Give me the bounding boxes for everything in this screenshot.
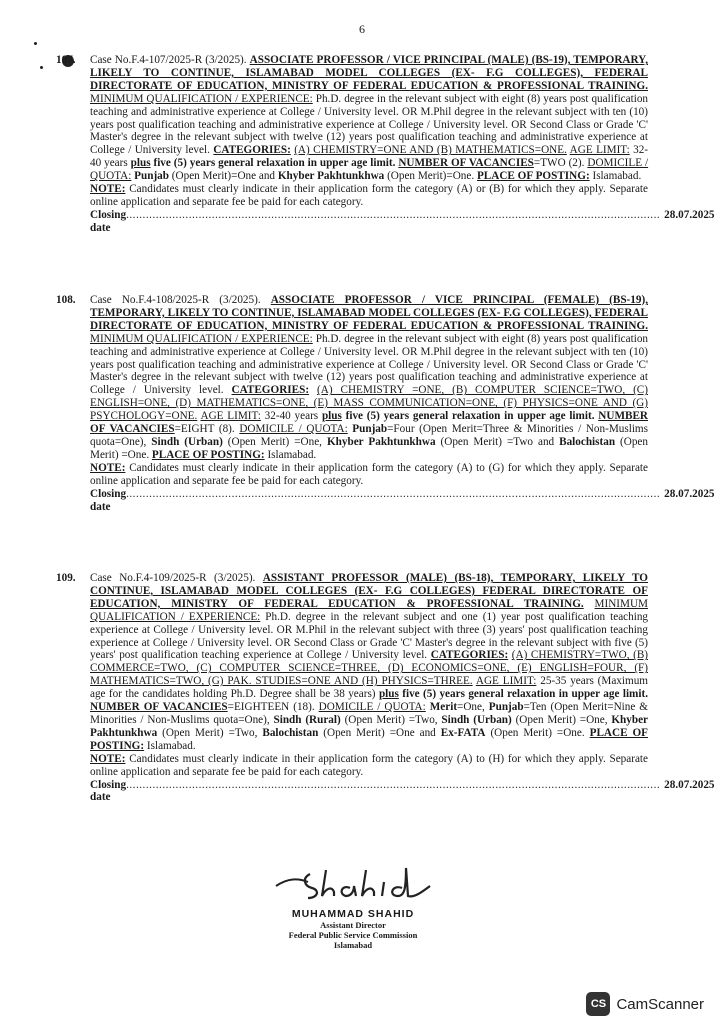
camscanner-logo-icon: CS <box>586 992 610 1016</box>
post-title: ASSISTANT PROFESSOR (MALE) (BS-18), TEMPORARY, LIKELY TO CONTINUE, ISLAMABAD MODEL COLLEGES (EX- F.G COLLEGES) FEDERAL DIRECTORATE OF EDUCATION, MINISTRY OF FEDERAL EDUCATION & PROFESSIONAL TRAINING. <box>90 572 648 610</box>
age-plus: plus <box>130 157 151 170</box>
scan-speck <box>34 42 37 45</box>
categories-text: (A) CHEMISTRY=TWO, (B) COMMERCE=TWO, (C) COMPUTER SCIENCE=THREE, (D) ECONOMICS=ONE, (E) ENGLISH=FOUR, (F) MATHEMATICS=TWO, (G) PAK. STUDIES=ONE AND (H) PHYSICS=THREE. <box>90 649 649 688</box>
scan-speck <box>40 66 43 69</box>
age-limit-label: AGE LIMIT: <box>200 410 261 423</box>
categories-text: (A) CHEMISTRY=ONE AND (B) MATHEMATICS=ONE. <box>294 144 567 157</box>
closing-label: Closing date <box>90 487 127 513</box>
domicile-detail: (Open Merit) =One, <box>511 713 612 726</box>
domicile-detail: (Open Merit)=One and <box>169 170 278 183</box>
closing-date-row <box>90 208 715 235</box>
categories-label: CATEGORIES: <box>430 649 509 662</box>
domicile-detail: =One, <box>457 701 489 714</box>
case-number: 109. <box>56 572 76 584</box>
vacancies-text: =EIGHTEEN (18). <box>227 701 315 714</box>
case-reference: Case No.F.4-107/2025-R (3/2025). <box>90 54 247 66</box>
signatory-organization: Federal Public Service Commission <box>288 930 418 940</box>
age-relaxation: five (5) years general relaxation in upper age limit. <box>153 157 396 170</box>
qualification-text: Ph.D. degree in the relevant subject with eight (8) years post qualification teaching and administrative experience at College / University level. OR M.Phil degree in the relevant subject with ten (10) years post qualification teaching and administrative experience at College / University level. OR Second Class or Grade 'C' Master's degree in the relevant subject with twelve (12) years post qualification teaching and administrative experience at College / University level. <box>90 332 649 397</box>
domicile-region: Sindh (Rural) <box>273 713 341 726</box>
domicile-detail: =Ten (Open Merit=Nine & Minorities / Non-Muslims quota=One), <box>90 701 648 726</box>
post-title: ASSOCIATE PROFESSOR / VICE PRINCIPAL (FEMALE) (BS-19), TEMPORARY, LIKELY TO CONTINUE, ISLAMABAD MODEL COLLEGES (EX- F.G COLLEGES), FEDERAL DIRECTORATE OF EDUCATION, MINISTRY OF FEDERAL EDUCATION & PROFESSIONAL TRAINING. <box>90 294 648 332</box>
note-label: NOTE: <box>90 461 126 474</box>
case-108 <box>56 294 715 513</box>
qualification-label: MINIMUM QUALIFICATION / EXPERIENCE: <box>90 597 648 623</box>
domicile-detail: (Open Merit)=One. <box>384 170 475 183</box>
domicile-label: DOMICILE / QUOTA: <box>90 157 649 183</box>
domicile-region: Khyber Pakhtunkhwa <box>277 170 385 183</box>
case-109 <box>56 572 715 804</box>
signatory-title: Assistant Director <box>320 920 386 930</box>
closing-label: Closing date <box>90 208 127 234</box>
qualification-label: MINIMUM QUALIFICATION / EXPERIENCE: <box>90 92 313 105</box>
domicile-detail: (Open Merit) =One and <box>318 726 441 739</box>
domicile-region: Sindh (Urban) <box>151 435 223 448</box>
domicile-region: Sindh (Urban) <box>441 713 512 726</box>
case-number: 108. <box>56 294 76 306</box>
qualification-text: Ph.D. degree in the relevant subject with eight (8) years post qualification teaching and administrative experience at College / University level. OR M.Phil degree in the relevant subject with ten (10) years post qualification teaching and administrative experience at College / University level. OR Second Class or Grade 'C' Master's degree in the relevant subject with twelve (12) years post qualification teaching and administrative experience at College / University level. <box>90 92 649 157</box>
categories-label: CATEGORIES: <box>231 384 310 397</box>
age-limit-text: 25-35 years (Maximum age for the candidates holding Ph.D. Degree shall be 38 years) <box>90 675 649 701</box>
domicile-region: Punjab <box>352 423 388 436</box>
case-107 <box>56 54 715 235</box>
post-title: ASSOCIATE PROFESSOR / VICE PRINCIPAL (MALE) (BS-19), TEMPORARY, LIKELY TO CONTINUE, ISLAMABAD MODEL COLLEGES (EX- F.G COLLEGES), FEDERAL DIRECTORATE OF EDUCATION, MINISTRY OF FEDERAL EDUCATION & PROFESSIONAL TRAINING. <box>90 54 649 92</box>
age-plus: plus <box>321 410 342 423</box>
vacancies-text: =EIGHT (8). <box>174 423 235 436</box>
vacancies-text: =TWO (2). <box>533 157 585 170</box>
signatory-city: Islamabad <box>333 940 373 950</box>
domicile-region: Merit <box>429 701 458 714</box>
categories-label: CATEGORIES: <box>213 144 291 157</box>
age-limit-text: 32-40 years <box>264 410 319 423</box>
vacancies-label: NUMBER OF VACANCIES <box>90 410 649 436</box>
note-text: Candidates must clearly indicate in their application form the category (A) or (B) for which they apply. Separate online application and separate fee be paid for each category. <box>90 183 649 208</box>
note-text: Candidates must clearly indicate in their application form the category (A) to (G) for which they apply. Separate online application and separate fee be paid for each category. <box>90 461 649 487</box>
posting-label: PLACE OF POSTING: <box>476 170 590 183</box>
closing-date: 28.07.2025 <box>664 487 715 500</box>
leader-dots: .................................................................................................................................................................. <box>126 778 661 791</box>
domicile-region: Balochistan <box>559 435 616 448</box>
age-relaxation: five (5) years general relaxation in upper age limit. <box>402 688 648 701</box>
domicile-region: Punjab <box>134 170 169 183</box>
domicile-detail: (Open Merit) =Two and <box>435 435 560 448</box>
domicile-region: Balochistan <box>262 726 319 739</box>
closing-date-row <box>90 778 715 805</box>
leader-dots: .................................................................................................................................................................. <box>126 487 661 500</box>
leader-dots: .................................................................................................................................................................. <box>126 208 661 221</box>
age-limit-label: AGE LIMIT: <box>569 144 630 157</box>
closing-date: 28.07.2025 <box>664 208 715 221</box>
case-number: 107. <box>56 54 76 66</box>
posting-text: Islamabad. <box>146 739 196 752</box>
posting-label: PLACE OF POSTING: <box>90 726 649 752</box>
domicile-detail: (Open Merit) =Two, <box>157 726 263 739</box>
closing-date: 28.07.2025 <box>664 778 715 791</box>
camscanner-label: CamScanner <box>616 995 704 1013</box>
closing-label: Closing date <box>90 778 127 804</box>
domicile-label: DOMICILE / QUOTA: <box>239 423 348 436</box>
handwritten-signature <box>268 864 438 904</box>
posting-text: Islamabad. <box>592 170 642 183</box>
domicile-detail: (Open Merit) =One. <box>90 435 648 461</box>
domicile-region: Punjab <box>488 701 524 714</box>
note-text: Candidates must clearly indicate in their application form the category (A) to (H) for which they apply. Separate online application and separate fee be paid for each category. <box>90 752 649 778</box>
domicile-region: Khyber Pakhtunkhwa <box>326 435 436 448</box>
camscanner-watermark <box>586 992 704 1016</box>
domicile-detail: (Open Merit) =Two, <box>340 713 442 726</box>
case-reference: Case No.F.4-108/2025-R (3/2025). <box>90 294 261 306</box>
closing-date-row <box>90 487 715 514</box>
age-plus: plus <box>378 688 399 701</box>
domicile-detail: =Four (Open Merit=Three & Minorities / Non-Muslims quota=One), <box>90 423 648 448</box>
domicile-region: Khyber Pakhtunkhwa <box>90 713 649 739</box>
page-number: 6 <box>359 22 365 36</box>
qualification-label: MINIMUM QUALIFICATION / EXPERIENCE: <box>90 332 313 345</box>
qualification-text: Ph.D. degree in the relevant subject and one (1) year post qualification teaching experience at College / University level. OR M.Phil in the relevant subject with three (3) years' post qualification teaching experience at College / University level. OR Second Class or Grade 'C' Master's degree in the relevant subject with five (5) years' post qualification teaching experience at College / University level. <box>90 610 649 662</box>
vacancies-label: NUMBER OF VACANCIES <box>90 701 228 714</box>
vacancies-label: NUMBER OF VACANCIES <box>398 157 534 170</box>
case-reference: Case No.F.4-109/2025-R (3/2025). <box>90 572 256 584</box>
categories-text: (A) CHEMISTRY =ONE, (B) COMPUTER SCIENCE=TWO, (C) ENGLISH=ONE, (D) MATHEMATICS=ONE, (E) MASS COMMUNICATION=ONE, (F) PHYSICS=ONE AND (G) PSYCHOLOGY=ONE. <box>90 384 648 423</box>
posting-text: Islamabad. <box>267 448 317 461</box>
domicile-detail: (Open Merit) =One, <box>222 435 327 448</box>
age-limit-text: 32-40 years <box>90 144 649 170</box>
age-limit-label: AGE LIMIT: <box>475 675 537 688</box>
signatory-name: MUHAMMAD SHAHID <box>291 908 415 920</box>
note-label: NOTE: <box>90 752 126 765</box>
domicile-region: Ex-FATA <box>440 726 486 739</box>
domicile-label: DOMICILE / QUOTA: <box>318 701 426 714</box>
domicile-detail: (Open Merit) =One. <box>485 726 585 739</box>
posting-label: PLACE OF POSTING: <box>151 448 265 461</box>
signature-block <box>258 864 448 950</box>
age-relaxation: five (5) years general relaxation in upper age limit. <box>345 410 595 423</box>
note-label: NOTE: <box>90 183 126 196</box>
